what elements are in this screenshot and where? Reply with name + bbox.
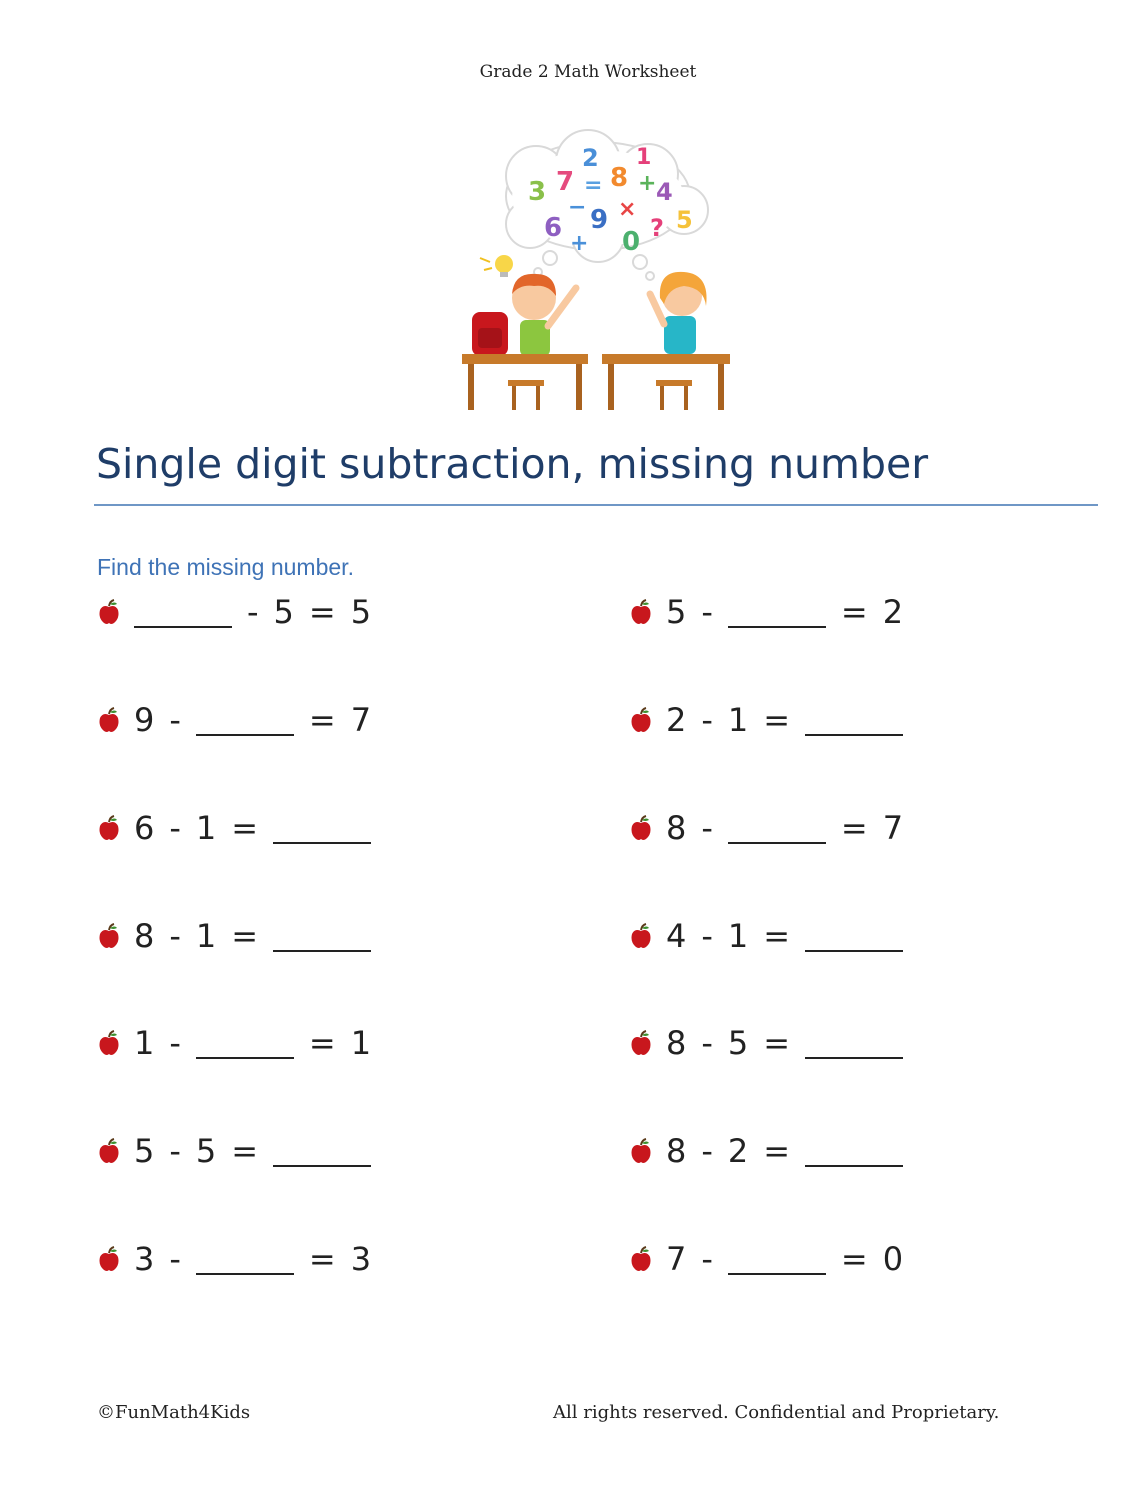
school-desk-icon (462, 354, 588, 410)
problem-b: 5 (273, 593, 294, 631)
equals-sign: = (763, 1132, 791, 1170)
cloud-digit: 9 (590, 205, 609, 235)
equals-sign: = (840, 593, 868, 631)
equals-sign: = (840, 1240, 868, 1278)
equals-sign: = (308, 701, 336, 739)
problem-row (630, 916, 903, 956)
problem-b: 1 (727, 701, 749, 739)
equals-sign: = (308, 1024, 336, 1062)
girl-student-icon (650, 272, 707, 354)
apple-icon (630, 815, 652, 841)
problem-a: 8 (134, 917, 155, 955)
apple-icon (98, 599, 120, 625)
answer-blank[interactable] (728, 812, 826, 844)
answer-blank[interactable] (196, 704, 294, 736)
minus-sign: - (701, 1240, 713, 1278)
cloud-digit: 2 (582, 144, 599, 172)
problem-a: 5 (134, 1132, 155, 1170)
apple-icon (630, 1030, 652, 1056)
answer-blank[interactable] (805, 1135, 903, 1167)
problem-a: 8 (666, 1024, 687, 1062)
problem-c: 2 (882, 593, 904, 631)
answer-blank[interactable] (273, 812, 371, 844)
answer-blank[interactable] (728, 1243, 826, 1275)
answer-blank[interactable] (196, 1243, 294, 1275)
problem-row (98, 592, 371, 632)
apple-icon (98, 707, 120, 733)
answer-blank[interactable] (805, 1027, 903, 1059)
apple-icon (98, 923, 120, 949)
lightbulb-icon (480, 255, 513, 277)
problem-a: 5 (666, 593, 687, 631)
kids-thinking-illustration (458, 128, 738, 418)
minus-sign: - (701, 917, 713, 955)
problem-c: 0 (882, 1240, 904, 1278)
problem-row (98, 1023, 371, 1063)
problem-row (98, 700, 371, 740)
page-title: Single digit subtraction, missing number (96, 440, 929, 488)
answer-blank[interactable] (273, 1135, 371, 1167)
minus-sign: - (169, 1132, 181, 1170)
equals-sign: = (231, 1132, 259, 1170)
problem-c: 3 (350, 1240, 372, 1278)
minus-sign: - (701, 1024, 713, 1062)
problem-row (630, 1239, 903, 1279)
apple-icon (98, 1246, 120, 1272)
minus-sign: - (247, 593, 259, 631)
answer-blank[interactable] (805, 704, 903, 736)
cloud-digit: − (568, 195, 587, 220)
minus-sign: - (701, 1132, 713, 1170)
equals-sign: = (763, 1024, 791, 1062)
equals-sign: = (840, 809, 868, 847)
problem-b: 5 (727, 1024, 749, 1062)
cloud-digit: × (618, 197, 637, 222)
cloud-digit: + (638, 171, 657, 196)
problem-a: 9 (134, 701, 155, 739)
equals-sign: = (308, 1240, 336, 1278)
problem-a: 2 (666, 701, 687, 739)
minus-sign: - (169, 1240, 181, 1278)
equals-sign: = (231, 917, 259, 955)
cloud-digit: 6 (544, 213, 563, 243)
cloud-digit: 5 (676, 206, 693, 234)
equals-sign: = (763, 701, 791, 739)
problem-c: 1 (350, 1024, 372, 1062)
minus-sign: - (169, 701, 181, 739)
title-divider (94, 504, 1098, 506)
answer-blank[interactable] (196, 1027, 294, 1059)
answer-blank[interactable] (273, 920, 371, 952)
cloud-digit: 1 (636, 145, 652, 170)
apple-icon (630, 1246, 652, 1272)
answer-blank[interactable] (728, 596, 826, 628)
instructions-text: Find the missing number. (97, 554, 354, 580)
minus-sign: - (701, 809, 713, 847)
problem-row (98, 1131, 371, 1171)
problem-a: 7 (666, 1240, 687, 1278)
answer-blank[interactable] (805, 920, 903, 952)
footer-copyright: ©FunMath4Kids (97, 1402, 251, 1423)
problem-row (98, 808, 371, 848)
cloud-digit: = (584, 173, 603, 198)
minus-sign: - (701, 701, 713, 739)
problem-a: 6 (134, 809, 155, 847)
cloud-digit: 3 (528, 177, 547, 207)
problem-b: 2 (727, 1132, 749, 1170)
problem-row (630, 1023, 903, 1063)
worksheet-header-title: Grade 2 Math Worksheet (479, 62, 697, 82)
cloud-digit: ? (650, 214, 664, 242)
problem-row (98, 916, 371, 956)
problem-c: 7 (882, 809, 904, 847)
apple-icon (630, 923, 652, 949)
problem-b: 1 (195, 809, 217, 847)
minus-sign: - (701, 593, 713, 631)
backpack-icon (472, 312, 508, 356)
equals-sign: = (308, 593, 336, 631)
cloud-digit: + (570, 231, 589, 256)
minus-sign: - (169, 917, 181, 955)
problem-a: 1 (134, 1024, 155, 1062)
minus-sign: - (169, 809, 181, 847)
minus-sign: - (169, 1024, 181, 1062)
equals-sign: = (231, 809, 259, 847)
apple-icon (630, 1138, 652, 1164)
problem-row (630, 592, 903, 632)
problem-a: 8 (666, 1132, 687, 1170)
problem-row (98, 1239, 371, 1279)
footer-rights-notice: All rights reserved. Confidential and Proprietary. (553, 1402, 1000, 1423)
problem-a: 4 (666, 917, 687, 955)
problem-row (630, 1131, 903, 1171)
apple-icon (630, 599, 652, 625)
problem-b: 1 (195, 917, 217, 955)
equals-sign: = (763, 917, 791, 955)
cloud-digit: 7 (556, 167, 575, 197)
problem-row (630, 700, 903, 740)
apple-icon (98, 815, 120, 841)
answer-blank[interactable] (134, 596, 232, 628)
apple-icon (630, 707, 652, 733)
boy-student-icon (512, 274, 576, 356)
problem-a: 3 (134, 1240, 155, 1278)
cloud-digit: 0 (622, 227, 641, 257)
apple-icon (98, 1138, 120, 1164)
problem-b: 5 (195, 1132, 217, 1170)
problem-row (630, 808, 903, 848)
apple-icon (98, 1030, 120, 1056)
problem-b: 1 (727, 917, 749, 955)
cloud-digit: 8 (610, 163, 629, 193)
problem-c: 5 (350, 593, 372, 631)
problem-a: 8 (666, 809, 687, 847)
school-desk-icon (602, 354, 730, 410)
cloud-digit: 4 (656, 178, 673, 206)
problem-c: 7 (350, 701, 372, 739)
